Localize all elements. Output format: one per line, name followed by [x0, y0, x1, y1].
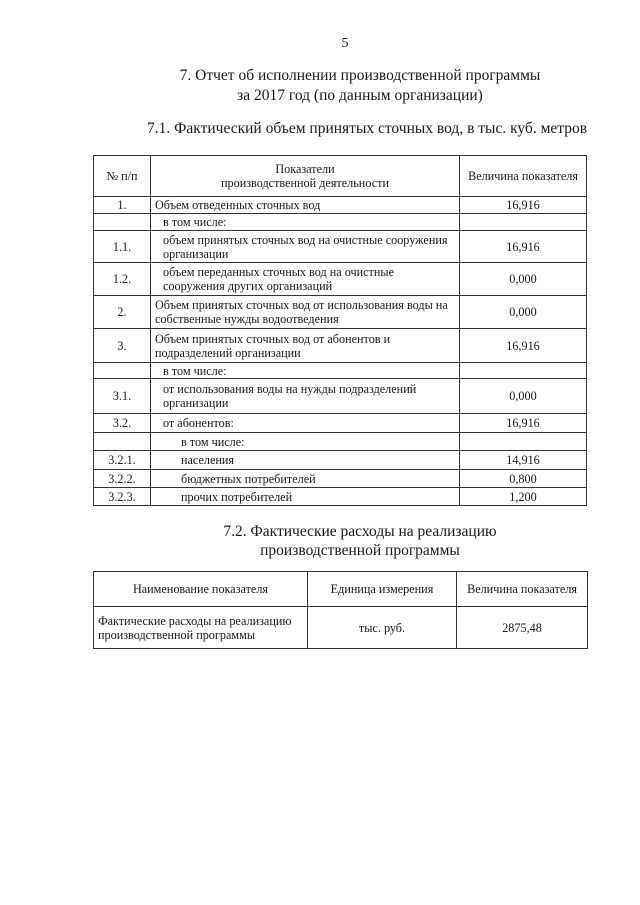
row-value: 0,000: [460, 296, 587, 329]
row-value: 16,916: [460, 414, 587, 433]
report-title-line2: за 2017 год (по данным организации): [237, 87, 483, 104]
table-row: [94, 296, 587, 329]
expenses-table: [93, 571, 588, 649]
row-label: объем принятых сточных вод на очистные сооружения организации: [151, 231, 460, 263]
row-num: [94, 363, 151, 379]
row-label: Объем отведенных сточных вод: [151, 197, 460, 214]
row-name: Фактические расходы на реализацию производственной программы: [94, 607, 308, 649]
row-value: 0,000: [460, 379, 587, 414]
row-value: [460, 214, 587, 231]
table-row: [94, 488, 587, 506]
row-num: 3.1.: [94, 379, 151, 414]
row-value: [460, 363, 587, 379]
table-row: [94, 329, 587, 363]
row-value: 16,916: [460, 197, 587, 214]
table-row: [94, 451, 587, 470]
wastewater-volume-table: [93, 155, 587, 506]
page-number: 5: [341, 36, 349, 51]
header-value: Величина показателя: [460, 156, 587, 197]
header-indicator: [151, 156, 460, 197]
row-label: в том числе:: [151, 214, 460, 231]
row-label: от абонентов:: [151, 414, 460, 433]
row-num: [94, 433, 151, 451]
row-label: Объем принятых сточных вод от абонентов и подразделений организации: [151, 329, 460, 363]
row-num: 3.2.2.: [94, 470, 151, 488]
row-num: 1.: [94, 197, 151, 214]
row-unit: тыс. руб.: [308, 607, 457, 649]
row-num: [94, 214, 151, 231]
row-label: в том числе:: [151, 433, 460, 451]
table-row: [94, 433, 587, 451]
report-title: [0, 66, 640, 106]
row-value: 16,916: [460, 231, 587, 263]
table-row: [94, 414, 587, 433]
row-num: 2.: [94, 296, 151, 329]
header-unit: Единица измерения: [308, 572, 457, 607]
header-num: № п/п: [94, 156, 151, 197]
row-value: 1,200: [460, 488, 587, 506]
row-value: 0,000: [460, 263, 587, 296]
row-value: 2875,48: [457, 607, 588, 649]
table-header-row: [94, 156, 587, 197]
table-row: [94, 231, 587, 263]
row-label: объем переданных сточных вод на очистные сооружения других организаций: [151, 263, 460, 296]
row-label: в том числе:: [151, 363, 460, 379]
row-num: 1.2.: [94, 263, 151, 296]
row-label: от использования воды на нужды подразделений организации: [151, 379, 460, 414]
row-label: прочих потребителей: [151, 488, 460, 506]
row-value: 14,916: [460, 451, 587, 470]
header-indicator-line2: производственной деятельности: [221, 176, 389, 190]
table-row: [94, 379, 587, 414]
row-label: Объем принятых сточных вод от использования воды на собственные нужды водоотведения: [151, 296, 460, 329]
row-num: 3.2.1.: [94, 451, 151, 470]
table-row: [94, 470, 587, 488]
row-value: 0,800: [460, 470, 587, 488]
row-label: бюджетных потребителей: [151, 470, 460, 488]
section-7-2-line2: производственной программы: [260, 542, 460, 559]
row-num: 3.: [94, 329, 151, 363]
section-7-2-line1: 7.2. Фактические расходы на реализацию: [223, 523, 497, 540]
row-label: населения: [151, 451, 460, 470]
table-row: [94, 363, 587, 379]
table-row: [94, 197, 587, 214]
row-value: 16,916: [460, 329, 587, 363]
row-value: [460, 433, 587, 451]
row-num: 3.2.: [94, 414, 151, 433]
row-num: 1.1.: [94, 231, 151, 263]
table-header-row: [94, 572, 588, 607]
table-row: [94, 607, 588, 649]
table-row: [94, 214, 587, 231]
header-value: Величина показателя: [457, 572, 588, 607]
section-7-1-heading: 7.1. Фактический объем принятых сточных вод, в тыс. куб. метров: [147, 120, 588, 137]
report-title-line1: 7. Отчет об исполнении производственной программы: [179, 67, 541, 84]
row-num: 3.2.3.: [94, 488, 151, 506]
header-name: Наименование показателя: [94, 572, 308, 607]
section-7-2-heading: [0, 522, 640, 560]
header-indicator-line1: Показатели: [275, 162, 335, 176]
table-row: [94, 263, 587, 296]
